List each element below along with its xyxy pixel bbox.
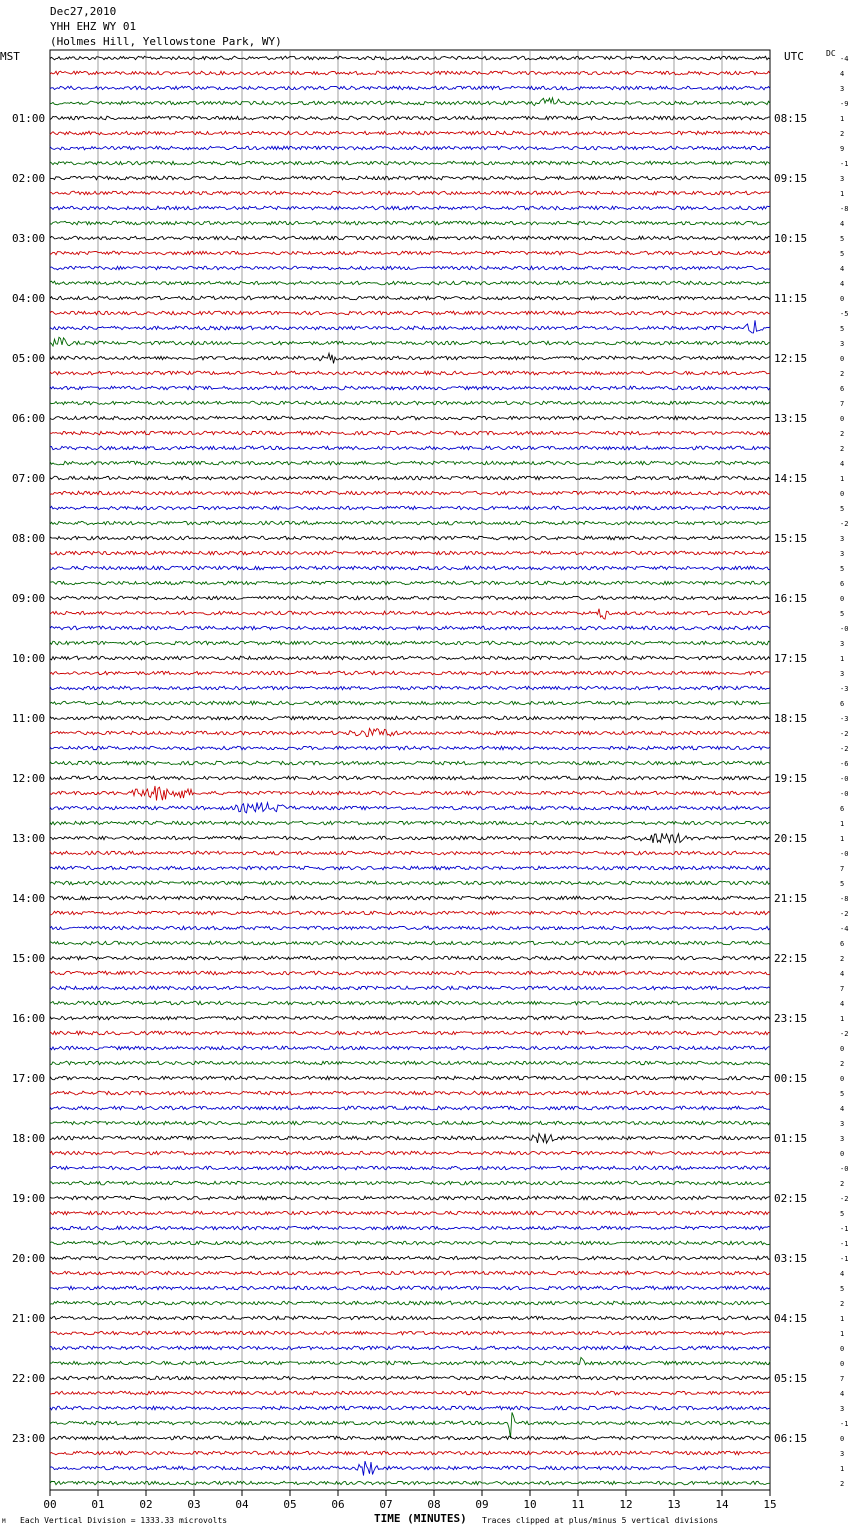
dc-offset-label: 7 — [840, 865, 845, 873]
left-hour-label: 11:00 — [12, 712, 46, 725]
left-hour-label: 05:00 — [12, 352, 46, 365]
seismic-trace — [50, 851, 770, 855]
dc-offset-label: 6 — [840, 940, 845, 948]
dc-offset-label: 0 — [840, 490, 845, 498]
left-hour-label: 21:00 — [12, 1312, 46, 1325]
seismic-trace — [50, 491, 770, 495]
dc-offset-label: 1 — [840, 1015, 845, 1023]
x-tick-label: 13 — [667, 1498, 681, 1511]
seismic-trace — [50, 206, 770, 210]
dc-offset-label: -4 — [840, 925, 849, 933]
x-tick-label: 07 — [379, 1498, 393, 1511]
right-hour-label: 19:15 — [774, 772, 808, 785]
dc-offset-label: 3 — [840, 85, 845, 93]
seismic-trace — [50, 221, 770, 225]
seismic-trace — [50, 146, 770, 150]
seismic-trace — [50, 176, 770, 180]
right-hour-label: 21:15 — [774, 892, 808, 905]
x-tick-label: 06 — [331, 1498, 345, 1511]
dc-offset-label: 0 — [840, 595, 845, 603]
seismic-trace — [50, 941, 770, 945]
dc-offset-label: 5 — [840, 1210, 845, 1218]
dc-offset-label: 3 — [840, 1120, 845, 1128]
right-hour-label: 17:15 — [774, 652, 808, 665]
seismic-trace — [50, 1406, 770, 1410]
seismic-trace — [50, 881, 770, 885]
left-hour-label: 17:00 — [12, 1072, 46, 1085]
right-hour-label: 02:15 — [774, 1192, 808, 1205]
dc-offset-label: -9 — [840, 100, 849, 108]
station-label: YHH EHZ WY 01 — [50, 20, 137, 33]
dc-offset-label: -0 — [840, 625, 849, 633]
dc-offset-label: 0 — [840, 415, 845, 423]
seismic-trace — [50, 1076, 770, 1080]
seismic-trace — [50, 461, 770, 465]
dc-offset-label: 5 — [840, 610, 845, 618]
seismic-trace — [50, 296, 770, 300]
seismic-trace — [50, 786, 770, 801]
dc-offset-label: 2 — [840, 1060, 845, 1068]
dc-offset-label: 3 — [840, 550, 845, 558]
dc-offset-label: 6 — [840, 580, 845, 588]
dc-offset-label: -2 — [840, 745, 849, 753]
logo-mark: M — [2, 1518, 6, 1525]
dc-offset-label: -2 — [840, 1030, 849, 1038]
dc-offset-label: 4 — [840, 280, 845, 288]
dc-offset-label: 1 — [840, 1330, 845, 1338]
scale-note: Each Vertical Division = 1333.33 microvolts — [20, 1516, 228, 1525]
seismic-trace — [50, 761, 770, 765]
seismic-trace — [50, 506, 770, 510]
seismic-trace — [50, 1461, 770, 1476]
seismic-trace — [50, 401, 770, 405]
seismic-trace — [50, 281, 770, 285]
seismic-trace — [50, 521, 770, 525]
seismic-trace — [50, 1061, 770, 1065]
right-hour-label: 09:15 — [774, 172, 808, 185]
seismic-trace — [50, 1316, 770, 1320]
left-hour-label: 14:00 — [12, 892, 46, 905]
seismic-trace — [50, 1196, 770, 1200]
dc-offset-label: -2 — [840, 910, 849, 918]
dc-offset-label: -0 — [840, 1165, 849, 1173]
x-tick-label: 10 — [523, 1498, 537, 1511]
x-tick-label: 11 — [571, 1498, 585, 1511]
x-axis-title: TIME (MINUTES) — [374, 1512, 467, 1525]
dc-offset-label: 2 — [840, 370, 845, 378]
left-timezone-label: MST — [0, 50, 20, 63]
seismic-trace — [50, 776, 770, 780]
clip-note: Traces clipped at plus/minus 5 vertical divisions — [482, 1516, 719, 1525]
seismic-trace — [50, 626, 770, 630]
dc-offset-label: -1 — [840, 1255, 849, 1263]
seismic-trace — [50, 956, 770, 960]
seismic-trace — [50, 821, 770, 825]
dc-offset-label: 0 — [840, 295, 845, 303]
seismic-trace — [50, 1271, 770, 1275]
right-hour-label: 11:15 — [774, 292, 808, 305]
seismic-trace — [50, 1151, 770, 1155]
x-tick-label: 12 — [619, 1498, 633, 1511]
seismic-trace — [50, 191, 770, 195]
dc-offset-label: 1 — [840, 475, 845, 483]
seismic-trace — [50, 431, 770, 435]
seismic-trace — [50, 671, 770, 675]
dc-offset-label: 2 — [840, 955, 845, 963]
dc-offset-label: 4 — [840, 1270, 845, 1278]
dc-offset-label: 3 — [840, 175, 845, 183]
seismic-trace — [50, 581, 770, 585]
right-hour-label: 23:15 — [774, 1012, 808, 1025]
seismic-trace — [50, 609, 770, 619]
right-hour-label: 00:15 — [774, 1072, 808, 1085]
dc-offset-label: -8 — [840, 205, 849, 213]
seismic-trace — [50, 116, 770, 120]
seismic-trace — [50, 337, 770, 346]
seismic-trace — [50, 1226, 770, 1230]
seismic-trace — [50, 971, 770, 975]
left-hour-label: 12:00 — [12, 772, 46, 785]
dc-offset-label: 4 — [840, 970, 845, 978]
right-hour-label: 05:15 — [774, 1372, 808, 1385]
seismic-trace — [50, 1106, 770, 1110]
dc-offset-label: -4 — [840, 55, 849, 63]
dc-offset-label: 7 — [840, 985, 845, 993]
seismic-trace — [50, 1091, 770, 1095]
dc-offset-label: 5 — [840, 250, 845, 258]
seismic-trace — [50, 728, 770, 736]
seismic-trace — [50, 1211, 770, 1215]
dc-offset-label: 5 — [840, 565, 845, 573]
dc-offset-label: 2 — [840, 1480, 845, 1488]
dc-offset-label: 1 — [840, 820, 845, 828]
seismic-trace — [50, 446, 770, 450]
seismic-trace — [50, 716, 770, 720]
right-hour-label: 10:15 — [774, 232, 808, 245]
dc-offset-label: 3 — [840, 670, 845, 678]
right-hour-label: 03:15 — [774, 1252, 808, 1265]
dc-offset-label: 1 — [840, 655, 845, 663]
seismic-trace — [50, 311, 770, 315]
seismic-trace — [50, 911, 770, 915]
seismic-trace — [50, 71, 770, 75]
dc-offset-label: 9 — [840, 145, 845, 153]
seismic-trace — [50, 1286, 770, 1290]
seismic-trace — [50, 1451, 770, 1455]
dc-offset-label: 0 — [840, 1360, 845, 1368]
dc-offset-label: 6 — [840, 700, 845, 708]
dc-offset-label: 2 — [840, 1300, 845, 1308]
dc-offset-label: 5 — [840, 505, 845, 513]
seismic-trace — [50, 86, 770, 90]
left-hour-label: 16:00 — [12, 1012, 46, 1025]
seismic-trace — [50, 686, 770, 690]
dc-offset-label: 7 — [840, 400, 845, 408]
left-hour-label: 09:00 — [12, 592, 46, 605]
right-hour-label: 06:15 — [774, 1432, 808, 1445]
dc-offset-label: 3 — [840, 640, 845, 648]
dc-offset-label: -0 — [840, 775, 849, 783]
seismic-trace — [50, 986, 770, 990]
dc-offset-label: 1 — [840, 1465, 845, 1473]
location-label: (Holmes Hill, Yellowstone Park, WY) — [50, 35, 282, 48]
dc-offset-label: 3 — [840, 340, 845, 348]
dc-offset-label: 0 — [840, 1075, 845, 1083]
right-hour-label: 08:15 — [774, 112, 808, 125]
dc-offset-label: -3 — [840, 715, 849, 723]
seismic-trace — [50, 1256, 770, 1260]
dc-offset-label: 0 — [840, 1150, 845, 1158]
dc-offset-label: 4 — [840, 1390, 845, 1398]
seismic-trace — [50, 551, 770, 555]
dc-offset-label: 0 — [840, 355, 845, 363]
seismic-trace — [50, 1181, 770, 1185]
dc-header-label: DC — [826, 49, 836, 58]
seismic-trace — [50, 536, 770, 540]
dc-offset-label: -5 — [840, 310, 849, 318]
dc-offset-label: 1 — [840, 835, 845, 843]
seismic-trace — [50, 596, 770, 600]
dc-offset-label: 1 — [840, 190, 845, 198]
dc-offset-label: 4 — [840, 1000, 845, 1008]
seismic-trace — [50, 371, 770, 375]
dc-offset-label: -0 — [840, 850, 849, 858]
seismic-trace — [50, 98, 770, 106]
dc-offset-label: 4 — [840, 1105, 845, 1113]
left-hour-label: 18:00 — [12, 1132, 46, 1145]
left-hour-label: 04:00 — [12, 292, 46, 305]
x-tick-label: 15 — [763, 1498, 777, 1511]
date-label: Dec27,2010 — [50, 5, 117, 18]
dc-offset-label: -6 — [840, 760, 849, 768]
seismic-trace — [50, 476, 770, 480]
dc-offset-label: -2 — [840, 1195, 849, 1203]
dc-offset-label: 2 — [840, 430, 845, 438]
dc-offset-label: -2 — [840, 520, 849, 528]
right-hour-label: 14:15 — [774, 472, 808, 485]
dc-offset-label: 2 — [840, 445, 845, 453]
seismic-trace — [50, 1391, 770, 1395]
left-hour-label: 06:00 — [12, 412, 46, 425]
left-hour-label: 01:00 — [12, 112, 46, 125]
left-hour-label: 22:00 — [12, 1372, 46, 1385]
right-hour-label: 01:15 — [774, 1132, 808, 1145]
dc-offset-label: -3 — [840, 685, 849, 693]
seismic-trace — [50, 1016, 770, 1020]
seismic-trace — [50, 1346, 770, 1350]
left-hour-label: 15:00 — [12, 952, 46, 965]
seismic-trace — [50, 266, 770, 270]
left-hour-label: 03:00 — [12, 232, 46, 245]
dc-offset-label: 1 — [840, 115, 845, 123]
left-hour-label: 19:00 — [12, 1192, 46, 1205]
seismic-trace — [50, 236, 770, 240]
dc-offset-label: 0 — [840, 1435, 845, 1443]
left-hour-label: 10:00 — [12, 652, 46, 665]
right-hour-label: 15:15 — [774, 532, 808, 545]
seismic-trace — [50, 866, 770, 870]
dc-offset-label: 0 — [840, 1045, 845, 1053]
seismic-trace — [50, 131, 770, 135]
dc-offset-label: 2 — [840, 1180, 845, 1188]
seismic-trace — [50, 1046, 770, 1050]
seismic-trace — [50, 701, 770, 705]
x-tick-label: 14 — [715, 1498, 729, 1511]
dc-offset-label: 4 — [840, 70, 845, 78]
seismic-trace — [50, 1376, 770, 1380]
seismic-trace — [50, 833, 770, 843]
dc-offset-label: 5 — [840, 325, 845, 333]
left-hour-label: 02:00 — [12, 172, 46, 185]
seismic-trace — [50, 566, 770, 570]
seismic-trace — [50, 926, 770, 930]
seismic-trace — [50, 1166, 770, 1170]
seismic-trace — [50, 803, 770, 813]
dc-offset-label: -1 — [840, 1240, 849, 1248]
seismic-trace — [50, 1331, 770, 1335]
right-hour-label: 12:15 — [774, 352, 808, 365]
right-hour-label: 18:15 — [774, 712, 808, 725]
dc-offset-label: 7 — [840, 1375, 845, 1383]
right-hour-label: 22:15 — [774, 952, 808, 965]
left-hour-label: 13:00 — [12, 832, 46, 845]
seismic-trace — [50, 746, 770, 750]
seismic-trace — [50, 161, 770, 165]
left-hour-label: 20:00 — [12, 1252, 46, 1265]
left-hour-label: 08:00 — [12, 532, 46, 545]
dc-offset-label: 5 — [840, 1285, 845, 1293]
dc-offset-label: 2 — [840, 130, 845, 138]
seismic-trace — [50, 386, 770, 390]
seismic-trace — [50, 1301, 770, 1305]
left-hour-label: 23:00 — [12, 1432, 46, 1445]
x-tick-label: 09 — [475, 1498, 489, 1511]
dc-offset-label: 5 — [840, 1090, 845, 1098]
seismic-trace — [50, 1481, 770, 1485]
seismic-trace — [50, 1001, 770, 1005]
dc-offset-label: 5 — [840, 880, 845, 888]
seismic-trace — [50, 1412, 770, 1438]
seismic-trace — [50, 1031, 770, 1035]
x-tick-label: 04 — [235, 1498, 249, 1511]
dc-offset-label: 4 — [840, 220, 845, 228]
left-hour-label: 07:00 — [12, 472, 46, 485]
seismic-trace — [50, 1121, 770, 1125]
right-timezone-label: UTC — [784, 50, 804, 63]
dc-offset-label: -0 — [840, 790, 849, 798]
seismic-trace — [50, 251, 770, 255]
right-hour-label: 04:15 — [774, 1312, 808, 1325]
x-tick-label: 03 — [187, 1498, 201, 1511]
seismic-trace — [50, 416, 770, 420]
dc-offset-label: 1 — [840, 1315, 845, 1323]
x-tick-label: 08 — [427, 1498, 441, 1511]
dc-offset-label: 6 — [840, 805, 845, 813]
right-hour-label: 13:15 — [774, 412, 808, 425]
right-hour-label: 20:15 — [774, 832, 808, 845]
x-tick-label: 02 — [139, 1498, 153, 1511]
dc-offset-label: 3 — [840, 1135, 845, 1143]
x-tick-label: 00 — [43, 1498, 57, 1511]
x-tick-label: 05 — [283, 1498, 297, 1511]
dc-offset-label: 0 — [840, 1345, 845, 1353]
right-hour-label: 16:15 — [774, 592, 808, 605]
dc-offset-label: -1 — [840, 1225, 849, 1233]
seismic-trace — [50, 1241, 770, 1245]
dc-offset-label: 6 — [840, 385, 845, 393]
seismic-trace — [50, 896, 770, 900]
seismic-trace — [50, 641, 770, 645]
dc-offset-label: 5 — [840, 235, 845, 243]
dc-offset-label: 3 — [840, 1450, 845, 1458]
seismic-trace — [50, 320, 770, 333]
seismic-trace — [50, 56, 770, 60]
dc-offset-label: -1 — [840, 160, 849, 168]
dc-offset-label: 3 — [840, 1405, 845, 1413]
dc-offset-label: -2 — [840, 730, 849, 738]
seismic-trace — [50, 353, 770, 363]
dc-offset-label: 4 — [840, 460, 845, 468]
dc-offset-label: 4 — [840, 265, 845, 273]
x-tick-label: 01 — [91, 1498, 105, 1511]
seismic-trace — [50, 1134, 770, 1144]
seismic-trace — [50, 1436, 770, 1440]
dc-offset-label: 3 — [840, 535, 845, 543]
seismic-trace — [50, 656, 770, 660]
seismic-trace — [50, 1357, 770, 1364]
dc-offset-label: -1 — [840, 1420, 849, 1428]
dc-offset-label: -8 — [840, 895, 849, 903]
